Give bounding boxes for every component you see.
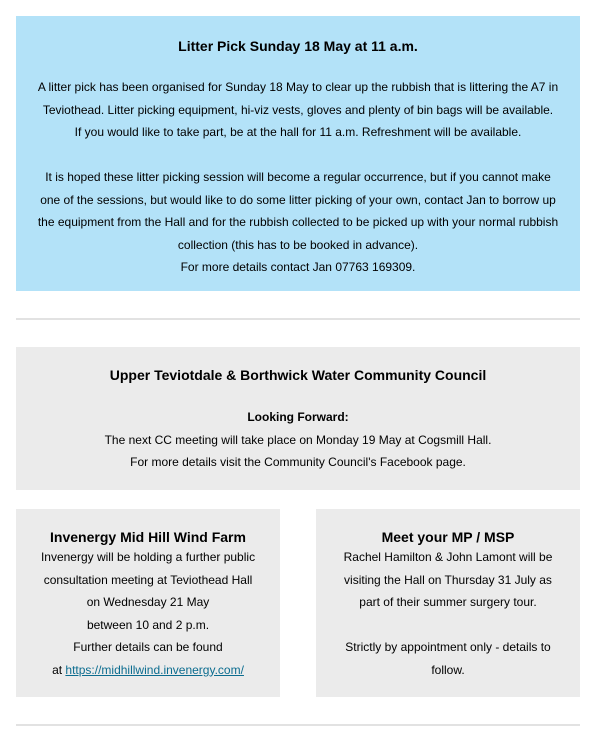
mp-msp-line: follow. — [431, 662, 465, 677]
litter-pick-panel — [16, 16, 580, 291]
wind-farm-line: consultation meeting at Teviothead Hall — [43, 572, 253, 587]
mp-msp-line: Strictly by appointment only - details to — [345, 640, 551, 654]
mp-msp-panel — [316, 509, 580, 697]
litter-pick-title: Litter Pick Sunday 18 May at 11 a.m. — [178, 38, 418, 54]
wind-farm-line: on Wednesday 21 May — [86, 595, 210, 609]
litter-pick-body — [16, 76, 580, 279]
mp-msp-title: Meet your MP / MSP — [381, 529, 515, 545]
mp-msp-line — [316, 614, 580, 637]
litter-pick-line: It is hoped these litter picking session will become a regular occurrence, but if you cannot make — [45, 170, 551, 184]
litter-pick-line: A litter pick has been organised for Sunday 18 May to clear up the rubbish that is littering the A7 in — [37, 80, 559, 94]
mp-msp-line: Rachel Hamilton & John Lamont will be — [343, 550, 553, 564]
litter-pick-line: one of the sessions, but would like to do some litter picking of your own, contact Jan to borrow up — [40, 192, 556, 207]
litter-pick-line: Teviothead. Litter picking equipment, hi-viz vests, gloves and plenty of bin bags will be available. — [42, 102, 554, 117]
wind-farm-line: between 10 and 2 p.m. — [86, 617, 210, 632]
community-council-line: The next CC meeting will take place on Monday 19 May at Cogsmill Hall. — [104, 432, 492, 447]
wind-farm-line: Invenergy will be holding a further public — [40, 550, 256, 564]
litter-pick-line: If you would like to take part, be at the hall for 11 a.m. Refreshment will be available. — [74, 125, 522, 139]
community-council-title: Upper Teviotdale & Borthwick Water Community Council — [109, 367, 487, 383]
wind-farm-link-prefix: at — [52, 662, 66, 677]
wind-farm-body — [16, 546, 280, 681]
litter-pick-line: the equipment from the Hall and for the rubbish collected to be picked up with your normal rubbish — [37, 215, 559, 229]
wind-farm-panel — [16, 509, 280, 697]
section-divider — [16, 724, 580, 726]
mp-msp-line: part of their summer surgery tour. — [359, 595, 537, 609]
litter-pick-line — [16, 144, 580, 167]
community-council-line: For more details visit the Community Council's Facebook page. — [130, 455, 466, 469]
community-council-panel — [16, 347, 580, 490]
litter-pick-line: For more details contact Jan 07763 169309. — [180, 260, 416, 274]
wind-farm-website-link[interactable]: https://midhillwind.invenergy.com/ — [65, 662, 244, 677]
mp-msp-body — [316, 546, 580, 681]
section-divider — [16, 318, 580, 320]
litter-pick-line: collection (this has to be booked in advance). — [177, 237, 419, 252]
wind-farm-line: Further details can be found — [73, 640, 223, 654]
mp-msp-line: visiting the Hall on Thursday 31 July as — [344, 572, 552, 587]
wind-farm-link-line — [16, 659, 280, 682]
community-council-body — [16, 406, 580, 474]
wind-farm-title: Invenergy Mid Hill Wind Farm — [50, 529, 246, 545]
community-council-subheading: Looking Forward: — [247, 410, 349, 424]
